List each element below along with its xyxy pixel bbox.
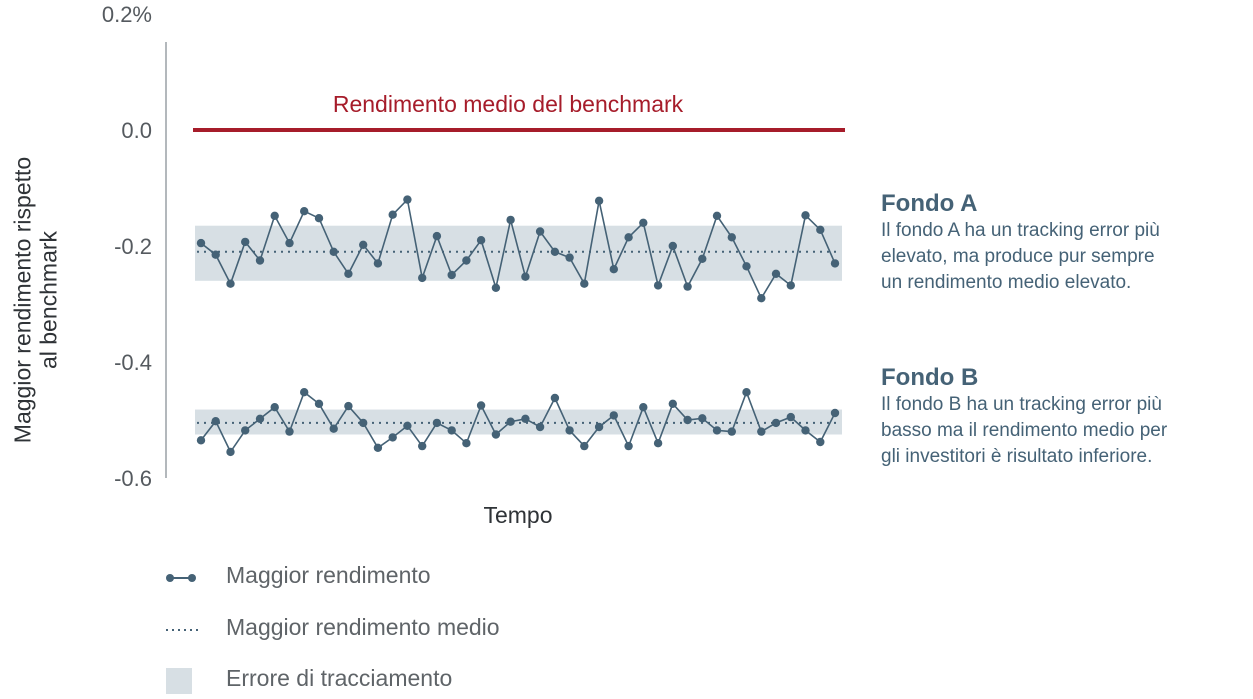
data-point-fondo-b <box>344 402 352 410</box>
fund-b-title: Fondo B <box>881 364 979 391</box>
data-point-fondo-a <box>610 265 618 273</box>
data-point-fondo-b <box>374 444 382 452</box>
data-point-fondo-a <box>418 274 426 282</box>
data-point-fondo-b <box>433 419 441 427</box>
y-tick-label: 0.0 <box>121 118 152 143</box>
data-point-fondo-b <box>595 423 603 431</box>
legend-band-box-icon <box>164 663 204 699</box>
data-point-fondo-a <box>713 212 721 220</box>
data-point-fondo-a <box>669 242 677 250</box>
data-point-fondo-a <box>728 233 736 241</box>
data-point-fondo-a <box>433 232 441 240</box>
data-point-fondo-b <box>212 417 220 425</box>
data-point-fondo-a <box>300 207 308 215</box>
fund-a-description: Il fondo A ha un tracking error più elevato, ma produce pur sempre un rendimento medio elevato. <box>881 220 1160 293</box>
data-point-fondo-a <box>787 281 795 289</box>
data-point-fondo-b <box>271 403 279 411</box>
fund-b-description: Il fondo B ha un tracking error più basso ma il rendimento medio per gli investitori è risultato inferiore. <box>881 394 1168 467</box>
y-tick-label: 0.2% <box>101 2 152 27</box>
data-point-fondo-a <box>595 197 603 205</box>
data-point-fondo-b <box>624 442 632 450</box>
data-point-fondo-b <box>285 427 293 435</box>
data-point-fondo-a <box>698 255 706 263</box>
data-point-fondo-b <box>492 430 500 438</box>
legend-label: Errore di tracciamento <box>226 665 453 691</box>
data-point-fondo-a <box>492 284 500 292</box>
data-point-fondo-a <box>315 214 323 222</box>
x-axis-title: Tempo <box>483 502 553 528</box>
data-point-fondo-b <box>654 439 662 447</box>
data-point-fondo-a <box>816 226 824 234</box>
data-point-fondo-b <box>359 419 367 427</box>
data-point-fondo-b <box>403 422 411 430</box>
fund-b-annotation <box>881 364 1253 470</box>
y-tick-label: -0.6 <box>114 466 152 491</box>
data-point-fondo-b <box>728 427 736 435</box>
y-axis-title-line: al benchmark <box>35 230 62 370</box>
data-point-fondo-b <box>521 415 529 423</box>
data-point-fondo-a <box>521 273 529 281</box>
data-point-fondo-a <box>462 256 470 264</box>
data-point-fondo-a <box>801 211 809 219</box>
fund-a-title: Fondo A <box>881 190 978 217</box>
data-point-fondo-b <box>448 426 456 434</box>
data-point-fondo-b <box>462 439 470 447</box>
data-point-fondo-a <box>477 236 485 244</box>
data-point-fondo-b <box>256 415 264 423</box>
data-point-fondo-b <box>315 400 323 408</box>
data-point-fondo-a <box>212 251 220 259</box>
data-point-fondo-b <box>683 416 691 424</box>
data-point-fondo-a <box>256 256 264 264</box>
data-point-fondo-a <box>772 270 780 278</box>
data-point-fondo-b <box>801 426 809 434</box>
y-tick-label: -0.4 <box>114 350 152 375</box>
data-point-fondo-a <box>536 227 544 235</box>
data-point-fondo-b <box>787 413 795 421</box>
data-point-fondo-a <box>330 248 338 256</box>
data-point-fondo-b <box>831 409 839 417</box>
data-point-fondo-a <box>580 280 588 288</box>
data-point-fondo-b <box>330 425 338 433</box>
data-point-fondo-a <box>683 282 691 290</box>
data-point-fondo-b <box>418 442 426 450</box>
data-point-fondo-b <box>300 388 308 396</box>
data-point-fondo-b <box>477 401 485 409</box>
data-point-fondo-a <box>389 211 397 219</box>
fund-a-annotation <box>881 190 1253 296</box>
data-point-fondo-b <box>580 442 588 450</box>
data-point-fondo-a <box>506 216 514 224</box>
data-point-fondo-a <box>742 262 750 270</box>
data-point-fondo-a <box>757 294 765 302</box>
legend-line-dots-icon <box>164 560 204 596</box>
legend-label: Maggior rendimento medio <box>226 614 500 640</box>
data-point-fondo-a <box>374 259 382 267</box>
data-point-fondo-a <box>359 241 367 249</box>
data-point-fondo-a <box>624 233 632 241</box>
data-point-fondo-b <box>506 418 514 426</box>
legend-dotted-line-icon <box>164 612 204 648</box>
data-point-fondo-a <box>403 195 411 203</box>
data-point-fondo-a <box>654 281 662 289</box>
data-point-fondo-b <box>565 426 573 434</box>
data-point-fondo-a <box>448 271 456 279</box>
data-point-fondo-b <box>241 426 249 434</box>
legend-label: Maggior rendimento <box>226 562 431 588</box>
data-point-fondo-b <box>669 400 677 408</box>
data-point-fondo-a <box>271 212 279 220</box>
legend-item-errore-di-tracciamento <box>164 663 664 699</box>
data-point-fondo-b <box>816 438 824 446</box>
data-point-fondo-a <box>639 219 647 227</box>
data-point-fondo-a <box>344 270 352 278</box>
data-point-fondo-b <box>713 426 721 434</box>
data-point-fondo-a <box>831 259 839 267</box>
y-axis-title-line: Maggior rendimento rispetto <box>9 156 36 444</box>
data-point-fondo-b <box>226 448 234 456</box>
data-point-fondo-b <box>551 394 559 402</box>
data-point-fondo-b <box>757 427 765 435</box>
data-point-fondo-b <box>536 423 544 431</box>
legend-item-maggior-rendimento <box>164 560 664 596</box>
benchmark-label: Rendimento medio del benchmark <box>332 91 684 117</box>
data-point-fondo-a <box>551 248 559 256</box>
data-point-fondo-a <box>285 239 293 247</box>
data-point-fondo-b <box>698 414 706 422</box>
data-point-fondo-b <box>610 411 618 419</box>
y-axis-title <box>9 157 61 443</box>
data-point-fondo-a <box>241 238 249 246</box>
data-point-fondo-b <box>389 433 397 441</box>
y-tick-label: -0.2 <box>114 234 152 259</box>
data-point-fondo-b <box>639 403 647 411</box>
legend-item-maggior-rendimento-medio <box>164 612 664 648</box>
data-point-fondo-b <box>772 419 780 427</box>
data-point-fondo-a <box>226 280 234 288</box>
data-point-fondo-a <box>197 239 205 247</box>
data-point-fondo-a <box>565 253 573 261</box>
data-point-fondo-b <box>742 388 750 396</box>
data-point-fondo-b <box>197 436 205 444</box>
